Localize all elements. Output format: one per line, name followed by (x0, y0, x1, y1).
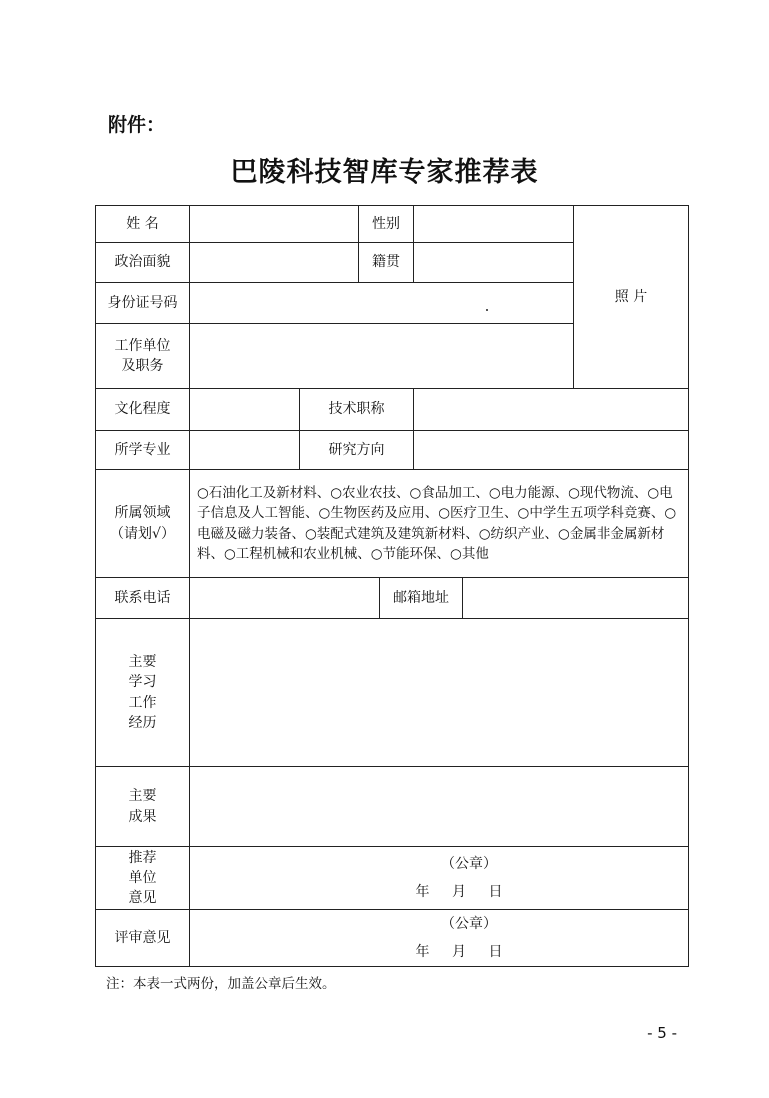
review-opinion-label: 评审意见 (95, 909, 190, 967)
review-opinion-field[interactable] (189, 909, 689, 967)
experience-label: 主要 学习 工作 经历 (95, 618, 190, 767)
native-place-label: 籍贯 (358, 242, 414, 283)
email-label: 邮箱地址 (379, 577, 463, 619)
field-options-text: ○石油化工及新材料、○农业农技、○食品加工、○电力能源、○现代物流、○电子信息及人工智能、○生物医药及应用、○医疗卫生、○中学生五项学科竞赛、○电磁及磁力装备、○装配式建筑及建筑新材料、○纺织产业、○金属非金属新材料、○工程机械和农业机械、○节能环保、○其他 (197, 485, 677, 562)
review-seal-text: （公章） (441, 915, 497, 932)
political-status-field[interactable] (189, 242, 359, 283)
recommend-opinion-label: 推荐 单位 意见 (95, 846, 190, 910)
email-field[interactable] (462, 577, 689, 619)
phone-label: 联系电话 (95, 577, 190, 619)
field-label: 所属领域 （请划√） (95, 469, 190, 578)
name-label: 姓 名 (95, 205, 190, 243)
photo-box[interactable]: 照 片 (573, 205, 689, 389)
recommend-date-text: 年 月 日 (415, 884, 503, 900)
review-date-text: 年 月 日 (415, 944, 503, 960)
footnote: 注：本表一式两份，加盖公章后生效。 (106, 976, 336, 992)
recommend-opinion-field[interactable] (189, 846, 689, 910)
education-label: 文化程度 (95, 388, 190, 431)
work-unit-field[interactable] (189, 323, 574, 389)
id-number-label: 身份证号码 (95, 282, 190, 324)
name-field[interactable] (189, 205, 359, 243)
experience-field[interactable] (189, 618, 689, 767)
scan-speck (486, 309, 488, 311)
phone-field[interactable] (189, 577, 380, 619)
gender-label: 性别 (358, 205, 414, 243)
recommend-seal-text: （公章） (441, 855, 497, 872)
research-direction-label: 研究方向 (299, 430, 414, 470)
page-number: - 5 - (647, 1024, 677, 1042)
technical-title-label: 技术职称 (299, 388, 414, 431)
work-unit-label: 工作单位 及职务 (95, 323, 190, 389)
political-status-label: 政治面貌 (95, 242, 190, 283)
major-label: 所学专业 (95, 430, 190, 470)
native-place-field[interactable] (413, 242, 574, 283)
form-title: 巴陵科技智库专家推荐表 (230, 157, 539, 188)
major-field[interactable] (189, 430, 300, 470)
research-direction-field[interactable] (413, 430, 689, 470)
attachment-label: 附件： (108, 114, 166, 136)
technical-title-field[interactable] (413, 388, 689, 431)
achievements-field[interactable] (189, 766, 689, 847)
field-options[interactable] (189, 469, 689, 578)
id-number-field[interactable] (189, 282, 574, 324)
achievements-label: 主要 成果 (95, 766, 190, 847)
education-field[interactable] (189, 388, 300, 431)
gender-field[interactable] (413, 205, 574, 243)
